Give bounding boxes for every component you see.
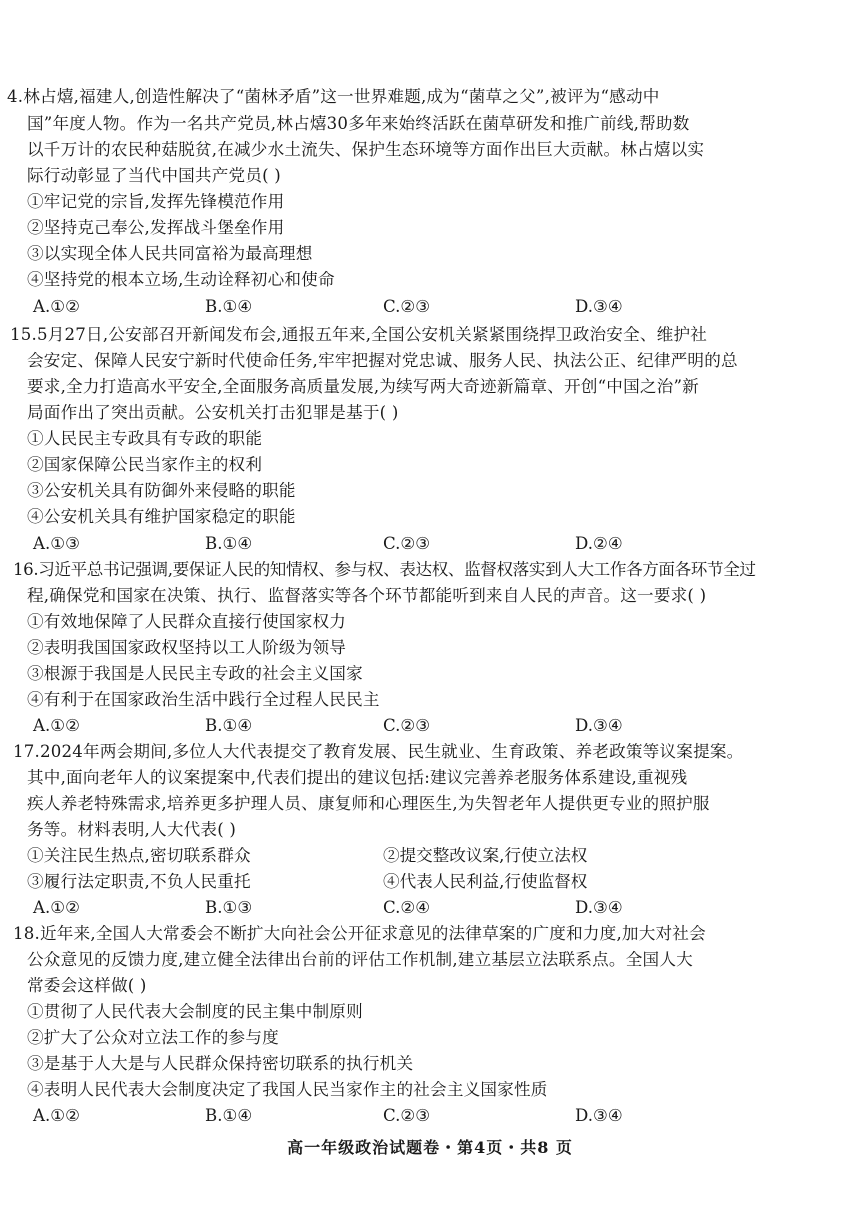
statement-4: ④公安机关具有维护国家稳定的职能 (27, 507, 296, 526)
question-stem-line: 国”年度人物。作为一名共产党员,林占熺30多年来始终活跃在菌草研发和推广前线,帮助数 (27, 114, 690, 133)
question-stem-line: 公众意见的反馈力度,建立健全法律出台前的评估工作机制,建立基层立法联系点。全国人大 (27, 950, 693, 969)
option-a: A.①③ (33, 534, 81, 553)
option-c: C.②③ (383, 716, 431, 735)
question-stem-line: 以千万计的农民种菇脱贫,在减少水土流失、保护生态环境等方面作出巨大贡献。林占熺以实 (27, 140, 705, 159)
statement-2: ②坚持克己奉公,发挥战斗堡垒作用 (27, 218, 285, 237)
question-stem-line: 16.习近平总书记强调,要保证人民的知情权、参与权、表达权、监督权落实到人大工作各方面各环节全过 (13, 560, 756, 579)
statement-3: ③履行法定职责,不负人民重托 (27, 872, 251, 891)
option-a: A.①② (33, 898, 81, 917)
option-c: C.②③ (383, 297, 431, 316)
option-b: B.①④ (205, 534, 253, 553)
statement-1: ①人民民主专政具有专政的职能 (27, 429, 263, 448)
question-stem-line: 15.5月27日,公安部召开新闻发布会,通报五年来,全国公安机关紧紧围绕捍卫政治安全、维护社 (10, 325, 708, 344)
option-a: A.①② (33, 1106, 81, 1125)
option-d: D.③④ (575, 1106, 623, 1125)
question-stem-line: 4.林占熺,福建人,创造性解决了“菌林矛盾”这一世界难题,成为“菌草之父”,被评为“感动中 (7, 87, 660, 106)
option-d: D.③④ (575, 297, 623, 316)
question-stem-line: 务等。材料表明,人大代表( ) (27, 820, 237, 839)
question-stem-line: 疾人养老特殊需求,培养更多护理人员、康复师和心理医生,为失智老年人提供更专业的照护服 (27, 794, 710, 813)
statement-1: ①有效地保障了人民群众直接行使国家权力 (27, 612, 347, 631)
option-d: D.②④ (575, 534, 623, 553)
statement-4: ④有利于在国家政治生活中践行全过程人民民主 (27, 690, 380, 709)
question-stem-line: 局面作出了突出贡献。公安机关打击犯罪是基于( ) (27, 403, 399, 422)
question-stem-line: 会安定、保障人民安宁新时代使命任务,牢牢把握对党忠诚、服务人民、执法公正、纪律严明的总 (27, 351, 738, 370)
question-stem-line: 际行动彰显了当代中国共产党员( ) (27, 166, 281, 185)
option-a: A.①② (33, 716, 81, 735)
statement-1: ①牢记党的宗旨,发挥先锋模范作用 (27, 192, 285, 211)
option-c: C.②③ (383, 1106, 431, 1125)
question-stem-line: 18.近年来,全国人大常委会不断扩大向社会公开征求意见的法律草案的广度和力度,加大对社会 (13, 924, 706, 943)
statement-3: ③以实现全体人民共同富裕为最高理想 (27, 244, 313, 263)
statement-4: ④代表人民利益,行使监督权 (383, 872, 588, 891)
statement-2: ②表明我国国家政权坚持以工人阶级为领导 (27, 638, 347, 657)
page-footer: 高一年级政治试题卷・第4页・共8 页 (287, 1138, 573, 1157)
option-b: B.①③ (205, 898, 253, 917)
statement-4: ④表明人民代表大会制度决定了我国人民当家作主的社会主义国家性质 (27, 1080, 548, 1099)
option-b: B.①④ (205, 1106, 253, 1125)
statement-3: ③根源于我国是人民民主专政的社会主义国家 (27, 664, 363, 683)
question-stem-line: 其中,面向老年人的议案提案中,代表们提出的建议包括:建议完善养老服务体系建设,重视残 (27, 768, 688, 787)
statement-2: ②提交整改议案,行使立法权 (383, 846, 588, 865)
statement-2: ②扩大了公众对立法工作的参与度 (27, 1028, 279, 1047)
option-b: B.①④ (205, 716, 253, 735)
statement-1: ①贯彻了人民代表大会制度的民主集中制原则 (27, 1002, 363, 1021)
statement-2: ②国家保障公民当家作主的权利 (27, 455, 263, 474)
statement-3: ③公安机关具有防御外来侵略的职能 (27, 481, 296, 500)
question-stem-line: 要求,全力打造高水平安全,全面服务高质量发展,为续写两大奇迹新篇章、开创“中国之治”新 (27, 377, 699, 396)
option-a: A.①② (33, 297, 81, 316)
option-d: D.③④ (575, 898, 623, 917)
statement-3: ③是基于人大是与人民群众保持密切联系的执行机关 (27, 1054, 414, 1073)
option-b: B.①④ (205, 297, 253, 316)
question-stem-line: 17.2024年两会期间,多位人大代表提交了教育发展、民生就业、生育政策、养老政策等议案提案。 (13, 742, 744, 761)
option-c: C.②③ (383, 534, 431, 553)
option-c: C.②④ (383, 898, 431, 917)
question-stem-line: 常委会这样做( ) (27, 976, 147, 995)
statement-4: ④坚持党的根本立场,生动诠释初心和使命 (27, 270, 335, 289)
question-stem-line: 程,确保党和国家在决策、执行、监督落实等各个环节都能听到来自人民的声音。这一要求( ) (27, 586, 707, 605)
option-d: D.③④ (575, 716, 623, 735)
statement-1: ①关注民生热点,密切联系群众 (27, 846, 251, 865)
